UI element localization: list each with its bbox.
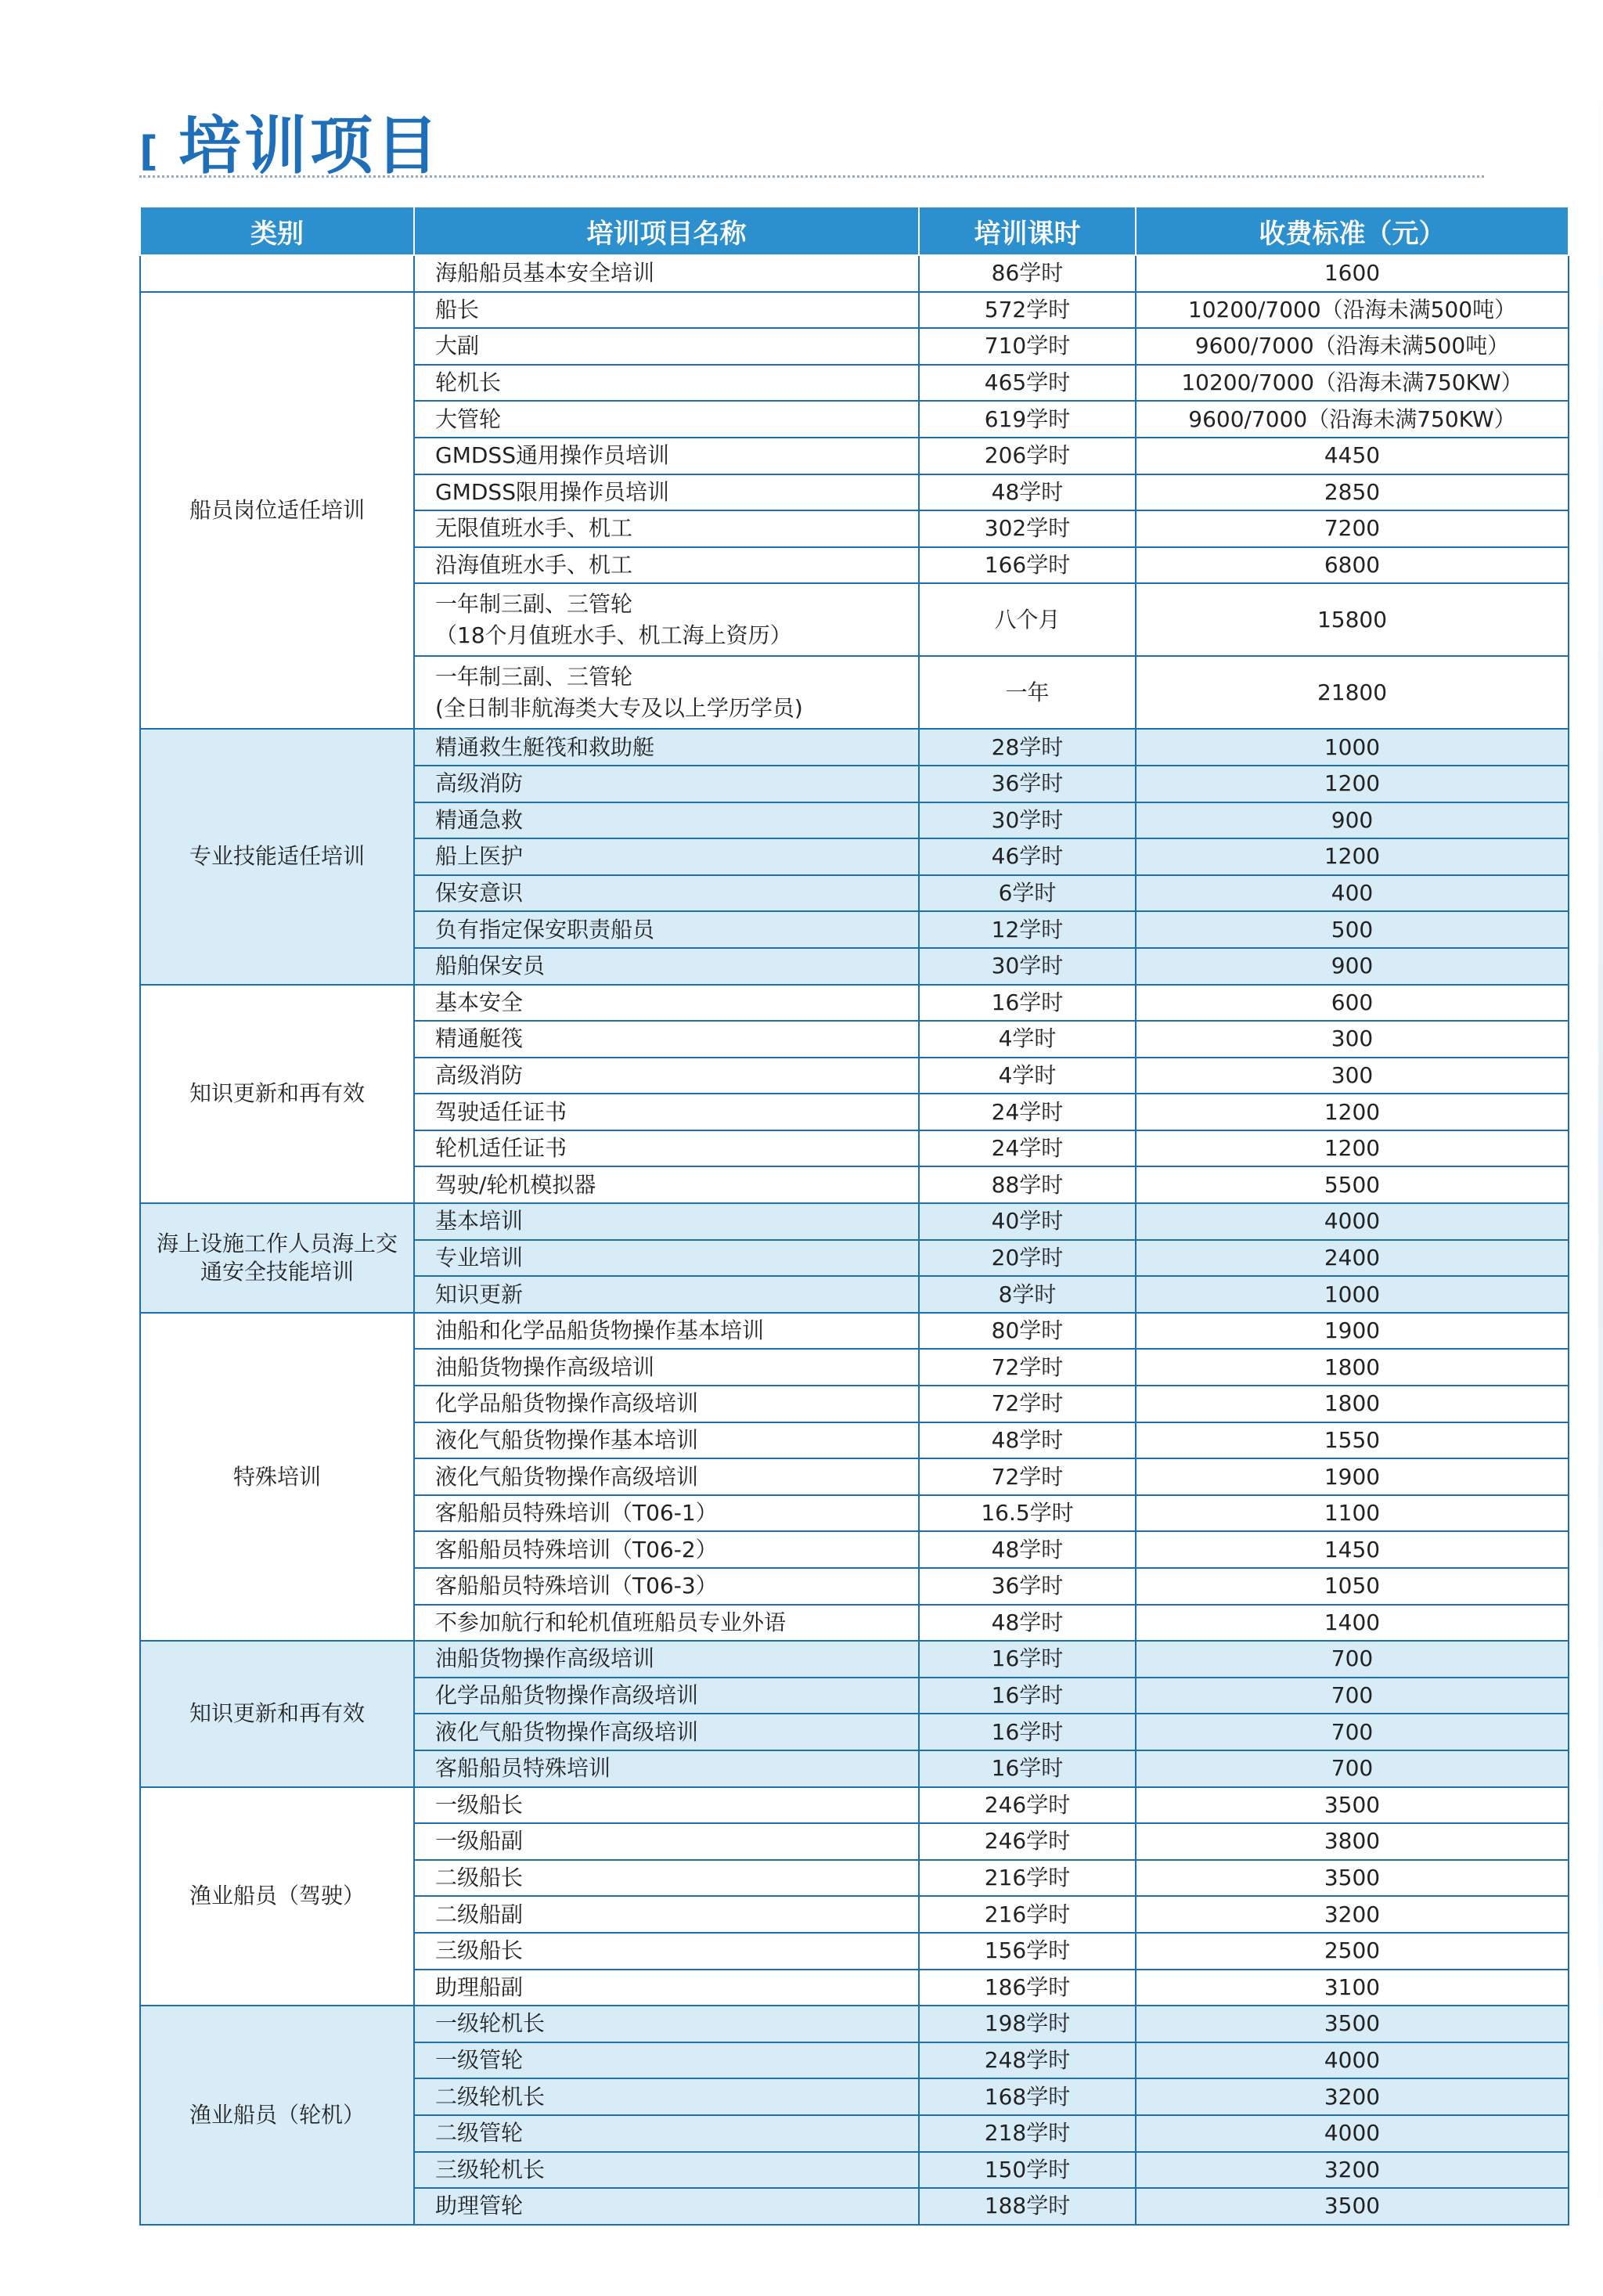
hours-cell: 88学时 (919, 1166, 1136, 1203)
fee-cell: 1000 (1136, 1276, 1569, 1313)
fee-cell: 300 (1136, 1021, 1569, 1058)
course-name-cell (414, 510, 919, 547)
course-name-cell (414, 583, 919, 656)
course-name: 沿海值班水手、机工 (435, 552, 633, 579)
fee-cell: 4000 (1136, 2115, 1569, 2152)
course-name-cell (414, 2078, 919, 2115)
hours-cell: 4学时 (919, 1021, 1136, 1058)
fee-cell: 1900 (1136, 1458, 1569, 1495)
fee-cell: 1800 (1136, 1349, 1569, 1386)
fee-cell: 1800 (1136, 1386, 1569, 1422)
fee-cell: 3200 (1136, 2152, 1569, 2189)
training-fee-table (139, 206, 1569, 2226)
course-name: 大管轮 (435, 405, 502, 432)
fee-cell: 1050 (1136, 1568, 1569, 1605)
course-name-cell (414, 985, 919, 1022)
course-name: 船上医护 (435, 843, 524, 870)
fee-cell: 3200 (1136, 2078, 1569, 2115)
hours-cell: 12学时 (919, 911, 1136, 948)
hours-cell: 710学时 (919, 328, 1136, 365)
course-name-cell (414, 1933, 919, 1970)
course-name-cell (414, 948, 919, 985)
course-name: 基本安全 (435, 989, 524, 1015)
fee-cell: 1900 (1136, 1313, 1569, 1350)
course-name: 海船船员基本安全培训 (435, 260, 655, 287)
hours-cell: 48学时 (919, 1531, 1136, 1568)
header-course-name: 培训项目名称 (414, 207, 919, 255)
course-name: 精通急救 (435, 806, 524, 833)
course-name: 保安意识 (435, 880, 524, 907)
fee-cell: 1000 (1136, 729, 1569, 766)
course-name: 三级船长 (435, 1937, 524, 1964)
course-name-cell (414, 1896, 919, 1933)
fee-cell: 15800 (1136, 583, 1569, 656)
table-group (140, 255, 1569, 292)
hours-cell: 72学时 (919, 1458, 1136, 1495)
fee-cell: 6800 (1136, 547, 1569, 584)
category-cell: 特殊培训 (140, 1313, 414, 1641)
course-name-cell (414, 2152, 919, 2189)
fee-cell: 1450 (1136, 1531, 1569, 1568)
table-row (140, 2006, 1569, 2042)
hours-cell: 36学时 (919, 766, 1136, 802)
fee-cell: 10200/7000（沿海未满500吨） (1136, 292, 1569, 329)
table-row (140, 985, 1569, 1022)
hours-cell: 218学时 (919, 2115, 1136, 2152)
course-name: 二级管轮 (435, 2120, 524, 2146)
table-group (140, 1641, 1569, 1786)
course-name-cell (414, 875, 919, 912)
fee-cell: 3100 (1136, 1970, 1569, 2006)
hours-cell: 188学时 (919, 2188, 1136, 2225)
course-name: 大副 (435, 333, 480, 359)
table-row (140, 255, 1569, 292)
course-name-cell (414, 2042, 919, 2079)
fee-cell: 2500 (1136, 1933, 1569, 1970)
course-name: 基本培训 (435, 1208, 524, 1235)
hours-cell: 16学时 (919, 1678, 1136, 1714)
course-name: 一级轮机长 (435, 2010, 546, 2037)
course-name: 客船船员特殊培训 (435, 1755, 611, 1782)
fee-cell: 4450 (1136, 438, 1569, 474)
course-name-cell (414, 401, 919, 438)
hours-cell: 6学时 (919, 875, 1136, 912)
table-row (140, 292, 1569, 329)
hours-cell: 248学时 (919, 2042, 1136, 2079)
category-cell: 知识更新和再有效 (140, 1641, 414, 1786)
course-name: GMDSS限用操作员培训 (435, 478, 669, 505)
hours-cell: 216学时 (919, 1896, 1136, 1933)
course-name: 油船和化学品船货物操作基本培训 (435, 1317, 765, 1344)
course-name-cell (414, 1203, 919, 1240)
course-name-cell (414, 911, 919, 948)
hours-cell: 619学时 (919, 401, 1136, 438)
hours-cell: 302学时 (919, 510, 1136, 547)
fee-cell: 1200 (1136, 1094, 1569, 1130)
header-category: 类别 (140, 207, 414, 255)
course-name: 知识更新 (435, 1281, 524, 1307)
hours-cell: 72学时 (919, 1349, 1136, 1386)
course-name-cell (414, 547, 919, 584)
course-name: 负有指定保安职责船员 (435, 916, 655, 943)
hours-cell: 216学时 (919, 1860, 1136, 1897)
course-name: 一级船长 (435, 1791, 524, 1818)
course-name-cell (414, 1021, 919, 1058)
course-name-cell (414, 1495, 919, 1532)
course-name: 专业培训 (435, 1244, 524, 1271)
category-cell: 船员岗位适任培训 (140, 292, 414, 730)
hours-cell: 八个月 (919, 583, 1136, 656)
course-name: 化学品船货物操作高级培训 (435, 1390, 699, 1417)
course-name-cell (414, 1058, 919, 1094)
page-edge-decoration (1598, 0, 1603, 2296)
course-name-cell (414, 1605, 919, 1642)
course-name: 一年制三副、三管轮 (435, 590, 633, 617)
course-name-cell (414, 1787, 919, 1824)
course-name: 驾驶/轮机模拟器 (435, 1171, 596, 1198)
hours-cell: 48学时 (919, 1605, 1136, 1642)
course-name-cell (414, 1458, 919, 1495)
course-name: 助理管轮 (435, 2193, 524, 2219)
course-name-cell (414, 2115, 919, 2152)
category-cell: 海上设施工作人员海上交通安全技能培训 (140, 1203, 414, 1313)
fee-cell: 3500 (1136, 2006, 1569, 2042)
table-row (140, 1203, 1569, 1240)
course-name: 油船货物操作高级培训 (435, 1353, 655, 1380)
header-hours: 培训课时 (919, 207, 1136, 255)
fee-cell: 700 (1136, 1678, 1569, 1714)
fee-cell: 1550 (1136, 1422, 1569, 1459)
course-name-cell (414, 1860, 919, 1897)
course-name: 液化气船货物操作高级培训 (435, 1718, 699, 1745)
fee-cell: 7200 (1136, 510, 1569, 547)
hours-cell: 198学时 (919, 2006, 1136, 2042)
hours-cell: 150学时 (919, 2152, 1136, 2189)
course-name: 高级消防 (435, 1061, 524, 1088)
course-name-cell (414, 438, 919, 474)
course-name-cell (414, 292, 919, 329)
hours-cell: 28学时 (919, 729, 1136, 766)
course-name: 船舶保安员 (435, 953, 546, 979)
course-name-cell (414, 1276, 919, 1313)
fee-cell: 1100 (1136, 1495, 1569, 1532)
fee-cell: 3200 (1136, 1896, 1569, 1933)
fee-cell: 600 (1136, 985, 1569, 1022)
page-title: 培训项目 (178, 110, 441, 182)
course-name: 二级船副 (435, 1901, 524, 1927)
hours-cell: 16学时 (919, 1750, 1136, 1787)
course-name: 驾驶适任证书 (435, 1098, 567, 1125)
course-name: 客船船员特殊培训（T06-2） (435, 1536, 718, 1563)
course-name-cell (414, 1313, 919, 1350)
hours-cell: 20学时 (919, 1240, 1136, 1277)
fee-cell: 700 (1136, 1641, 1569, 1678)
fee-cell: 1600 (1136, 255, 1569, 292)
course-name-cell (414, 365, 919, 402)
course-name-cell (414, 1641, 919, 1678)
fee-cell: 3500 (1136, 1787, 1569, 1824)
course-name: 客船船员特殊培训（T06-3） (435, 1573, 718, 1599)
dotted-divider (139, 175, 1484, 178)
hours-cell: 16学时 (919, 985, 1136, 1022)
table-row (140, 729, 1569, 766)
hours-cell: 48学时 (919, 474, 1136, 511)
hours-cell: 30学时 (919, 802, 1136, 839)
fee-cell: 21800 (1136, 656, 1569, 729)
hours-cell: 24学时 (919, 1094, 1136, 1130)
category-cell: 知识更新和再有效 (140, 985, 414, 1204)
fee-cell: 3500 (1136, 2188, 1569, 2225)
course-name: 不参加航行和轮机值班船员专业外语 (435, 1609, 787, 1635)
hours-cell: 24学时 (919, 1130, 1136, 1167)
header-row (140, 207, 1569, 255)
course-name-cell (414, 729, 919, 766)
course-name-cell (414, 328, 919, 365)
course-name-note: （18个月值班水手、机工海上资历） (435, 622, 792, 648)
hours-cell: 72学时 (919, 1386, 1136, 1422)
hours-cell: 一年 (919, 656, 1136, 729)
course-name: 轮机长 (435, 369, 502, 396)
fee-cell: 900 (1136, 948, 1569, 985)
course-name-cell (414, 1531, 919, 1568)
course-name-cell (414, 1386, 919, 1422)
table-row (140, 1313, 1569, 1350)
header-fee: 收费标准（元） (1136, 207, 1569, 255)
course-name: 液化气船货物操作高级培训 (435, 1463, 699, 1490)
hours-cell: 16学时 (919, 1714, 1136, 1750)
fee-cell: 900 (1136, 802, 1569, 839)
course-name-cell (414, 474, 919, 511)
fee-cell: 2400 (1136, 1240, 1569, 1277)
course-name: 高级消防 (435, 770, 524, 797)
table-header (140, 207, 1569, 255)
course-name-cell (414, 1240, 919, 1277)
course-name-cell (414, 1166, 919, 1203)
category-cell: 专业技能适任培训 (140, 729, 414, 984)
fee-cell: 700 (1136, 1714, 1569, 1750)
hours-cell: 246学时 (919, 1787, 1136, 1824)
course-name-cell (414, 1130, 919, 1167)
hours-cell: 246学时 (919, 1823, 1136, 1860)
course-name: 船长 (435, 296, 480, 323)
course-name: 精通艇筏 (435, 1025, 524, 1052)
course-name-cell (414, 255, 919, 292)
title-bracket-icon: [ (139, 128, 158, 175)
fee-cell: 400 (1136, 875, 1569, 912)
table-group (140, 985, 1569, 1204)
hours-cell: 80学时 (919, 1313, 1136, 1350)
course-name-cell (414, 1750, 919, 1787)
course-name-cell (414, 1422, 919, 1459)
course-name-cell (414, 2188, 919, 2225)
hours-cell: 572学时 (919, 292, 1136, 329)
fee-cell: 1400 (1136, 1605, 1569, 1642)
course-name-cell (414, 1678, 919, 1714)
hours-cell: 186学时 (919, 1970, 1136, 2006)
course-name: 三级轮机长 (435, 2156, 546, 2182)
course-name: 助理船副 (435, 1973, 524, 2000)
hours-cell: 8学时 (919, 1276, 1136, 1313)
fee-cell: 9600/7000（沿海未满500吨） (1136, 328, 1569, 365)
table-group (140, 1203, 1569, 1313)
hours-cell: 4学时 (919, 1058, 1136, 1094)
course-name: 二级轮机长 (435, 2083, 546, 2110)
table-group (140, 729, 1569, 984)
table-group (140, 1313, 1569, 1641)
course-name-cell (414, 838, 919, 875)
table-group (140, 1787, 1569, 2006)
table-row (140, 1787, 1569, 1824)
category-cell: 渔业船员（驾驶） (140, 1787, 414, 2006)
course-name: 一年制三副、三管轮 (435, 663, 633, 690)
hours-cell: 168学时 (919, 2078, 1136, 2115)
hours-cell: 36学时 (919, 1568, 1136, 1605)
course-name: 轮机适任证书 (435, 1135, 567, 1162)
hours-cell: 48学时 (919, 1422, 1136, 1459)
fee-cell: 4000 (1136, 2042, 1569, 2079)
table-group (140, 2006, 1569, 2225)
course-name: GMDSS通用操作员培训 (435, 442, 669, 469)
fee-cell: 5500 (1136, 1166, 1569, 1203)
course-name-note: (全日制非航海类大专及以上学历学员) (435, 694, 803, 721)
hours-cell: 46学时 (919, 838, 1136, 875)
fee-cell: 300 (1136, 1058, 1569, 1094)
hours-cell: 16学时 (919, 1641, 1136, 1678)
course-name-cell (414, 1349, 919, 1386)
category-cell: 渔业船员（轮机） (140, 2006, 414, 2225)
fee-cell: 500 (1136, 911, 1569, 948)
course-name: 化学品船货物操作高级培训 (435, 1682, 699, 1709)
fee-cell: 3500 (1136, 1860, 1569, 1897)
course-name-cell (414, 656, 919, 729)
hours-cell: 16.5学时 (919, 1495, 1136, 1532)
course-name-cell (414, 1970, 919, 2006)
course-name-cell (414, 766, 919, 802)
fee-cell: 10200/7000（沿海未满750KW） (1136, 365, 1569, 402)
course-name: 客船船员特殊培训（T06-1） (435, 1500, 718, 1526)
hours-cell: 206学时 (919, 438, 1136, 474)
course-name: 油船货物操作高级培训 (435, 1645, 655, 1672)
course-name: 精通救生艇筏和救助艇 (435, 733, 655, 760)
table-group (140, 292, 1569, 730)
course-name: 一级船副 (435, 1828, 524, 1854)
course-name: 无限值班水手、机工 (435, 515, 633, 542)
hours-cell: 86学时 (919, 255, 1136, 292)
fee-cell: 1200 (1136, 766, 1569, 802)
course-name-cell (414, 1823, 919, 1860)
hours-cell: 30学时 (919, 948, 1136, 985)
course-name-cell (414, 802, 919, 839)
course-name-cell (414, 1094, 919, 1130)
hours-cell: 156学时 (919, 1933, 1136, 1970)
course-name-cell (414, 1568, 919, 1605)
course-name: 一级管轮 (435, 2047, 524, 2074)
hours-cell: 166学时 (919, 547, 1136, 584)
fee-cell: 1200 (1136, 838, 1569, 875)
fee-cell: 1200 (1136, 1130, 1569, 1167)
fee-cell: 3800 (1136, 1823, 1569, 1860)
fee-cell: 4000 (1136, 1203, 1569, 1240)
course-name-cell (414, 2006, 919, 2042)
course-name: 二级船长 (435, 1865, 524, 1891)
hours-cell: 465学时 (919, 365, 1136, 402)
course-name: 液化气船货物操作基本培训 (435, 1426, 699, 1453)
fee-cell: 2850 (1136, 474, 1569, 511)
course-name-cell (414, 1714, 919, 1750)
category-cell (140, 255, 414, 292)
fee-cell: 9600/7000（沿海未满750KW） (1136, 401, 1569, 438)
table-row (140, 1641, 1569, 1678)
fee-cell: 700 (1136, 1750, 1569, 1787)
hours-cell: 40学时 (919, 1203, 1136, 1240)
